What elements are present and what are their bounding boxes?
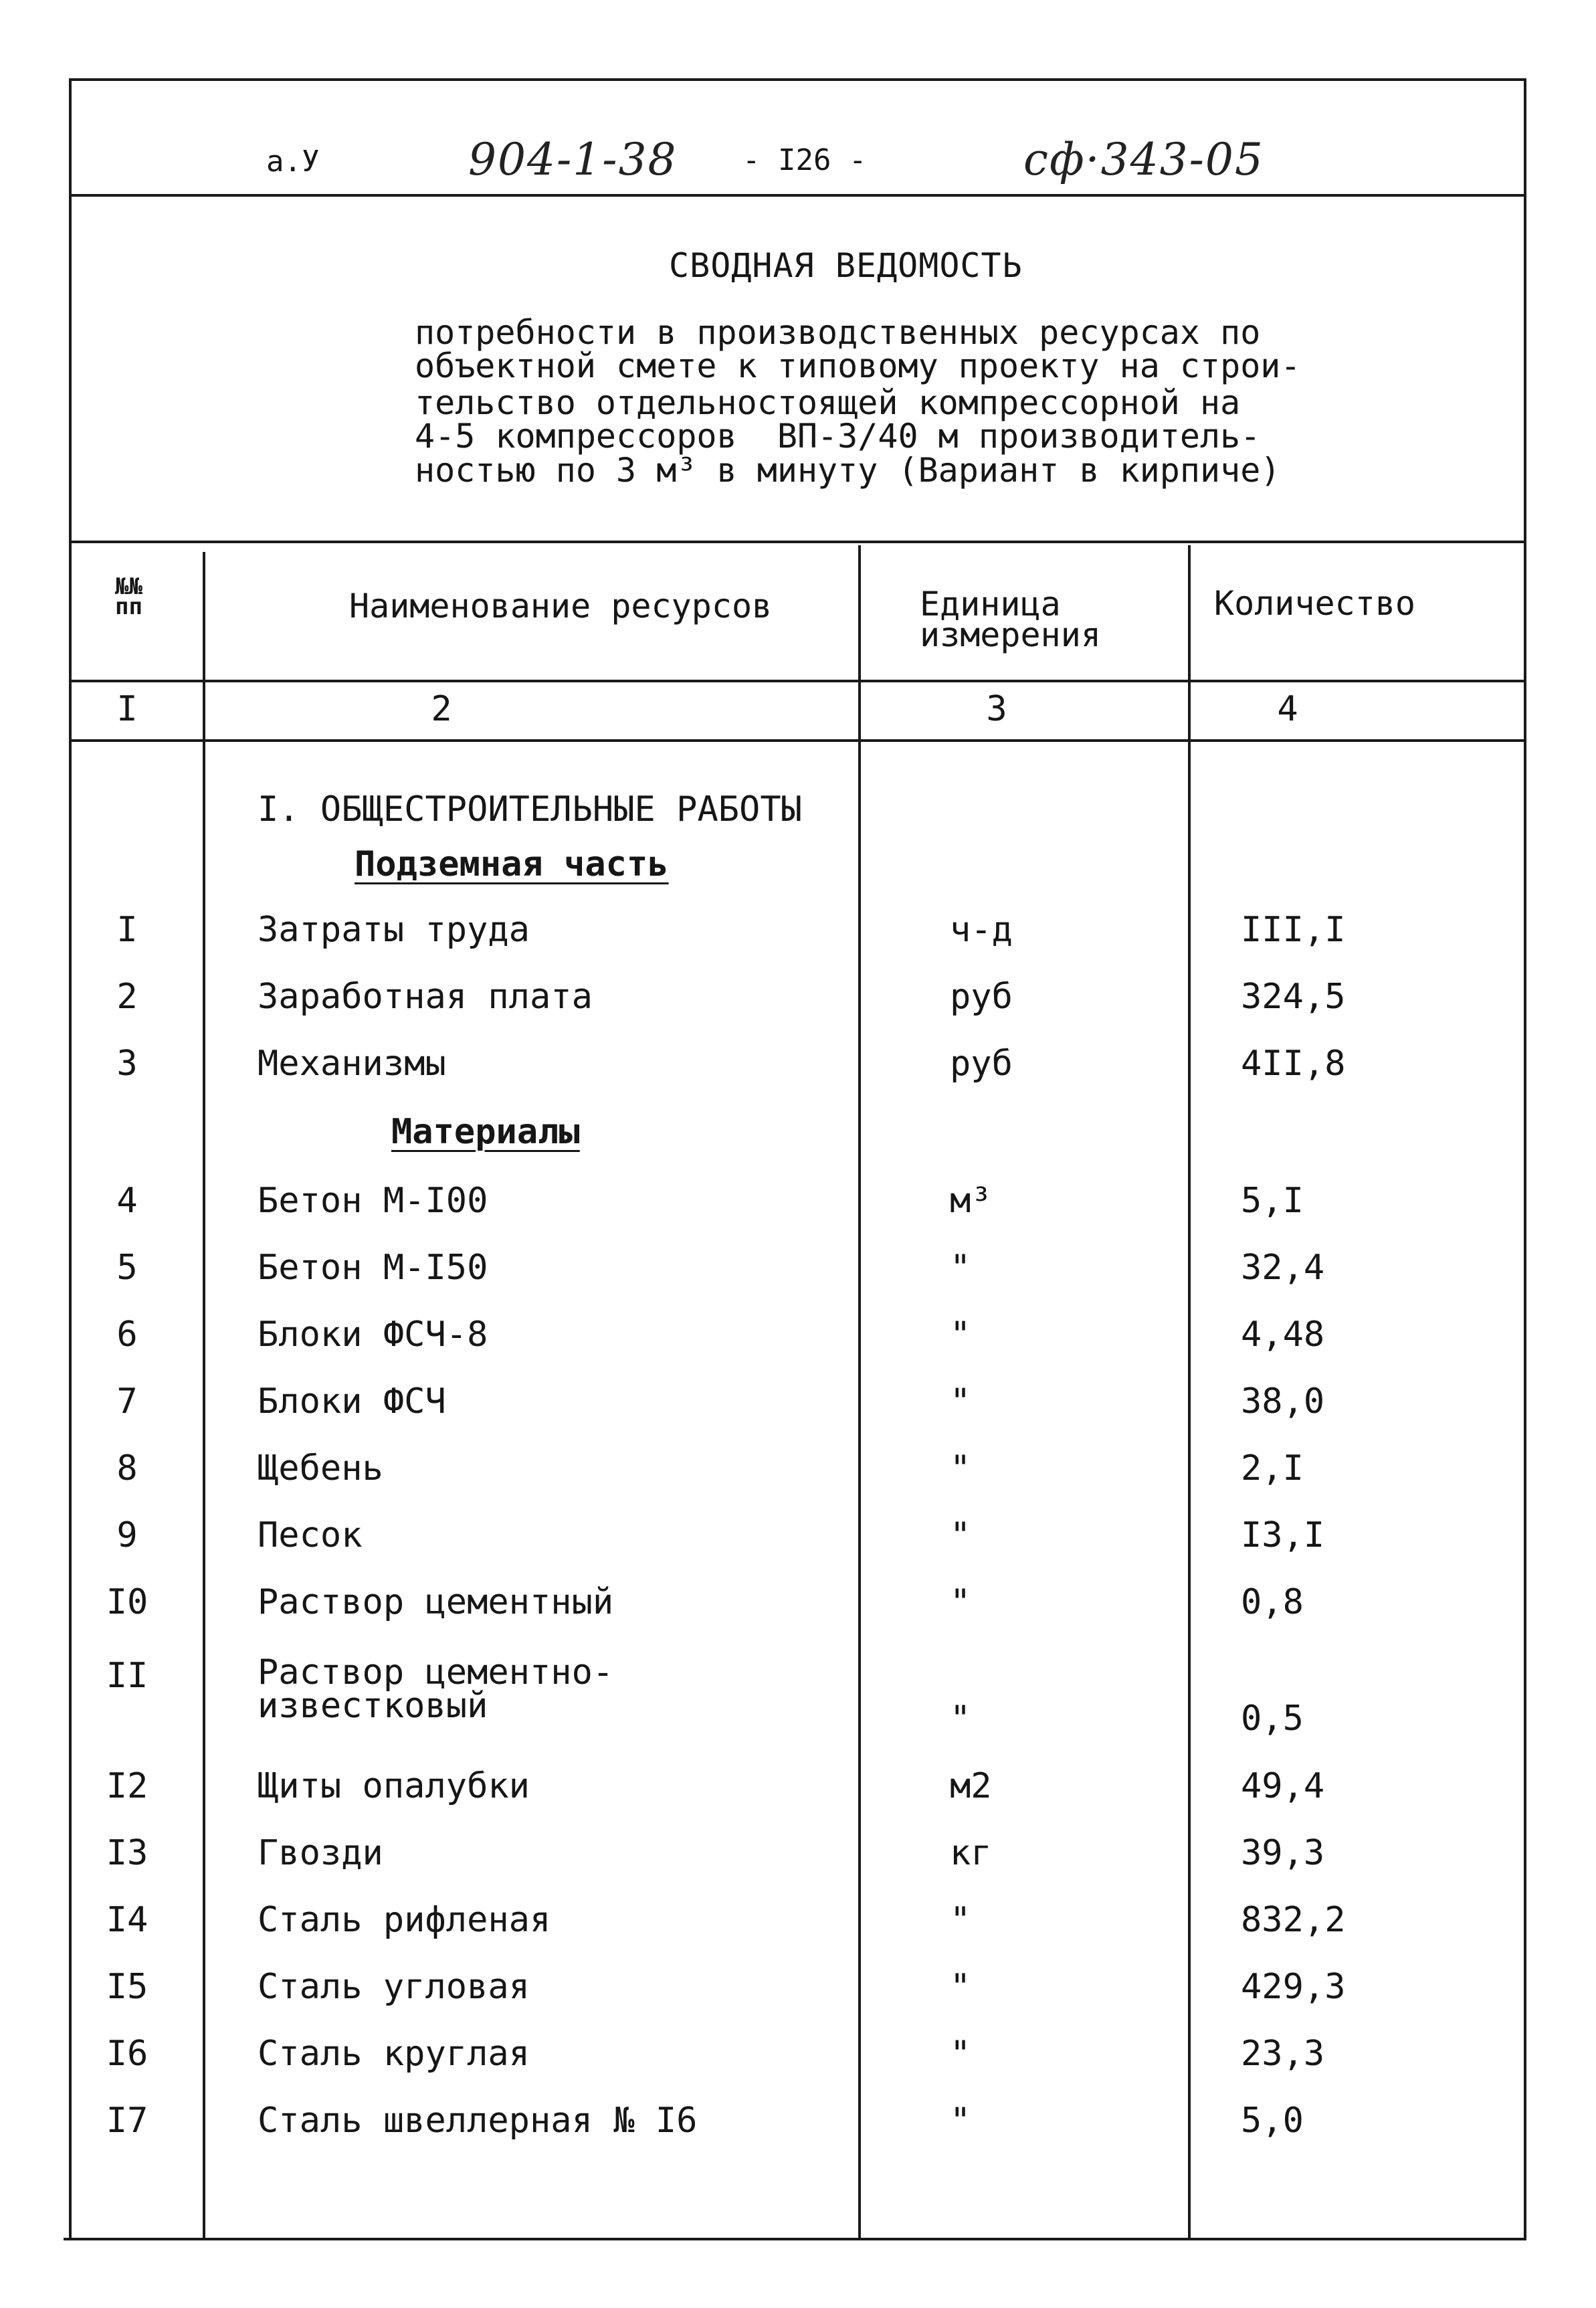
row-name: Сталь швеллерная № I6 [258, 2101, 698, 2141]
table-row [0, 1044, 1596, 1111]
table-row [0, 1582, 1596, 1649]
row-unit: " [950, 1900, 971, 1940]
row-number: I0 [106, 1582, 148, 1622]
table-row [0, 2101, 1596, 2168]
section-title: I. ОБЩЕСТРОИТЕЛЬНЫЕ РАБОТЫ [258, 789, 802, 830]
row-name: Бетон М-I00 [258, 1181, 488, 1221]
row-unit: " [950, 2101, 971, 2141]
row-name: Щиты опалубки [258, 1766, 530, 1806]
table-row [0, 1652, 1596, 1743]
subtitle-line-4: 4-5 компрессоров ВП-3/40 м производитель- [415, 417, 1261, 456]
row-name: Раствор цементно- известковый [258, 1652, 614, 1726]
row-unit: " [950, 1967, 971, 2007]
row-number: 2 [116, 977, 138, 1017]
row-number: 5 [116, 1248, 138, 1288]
table-row [0, 1315, 1596, 1381]
column-numbers-divider [70, 739, 1525, 742]
row-name: Сталь рифленая [258, 1900, 551, 1940]
row-name: Сталь угловая [258, 1967, 530, 2007]
row-number: II [106, 1656, 148, 1696]
header-row-divider [70, 680, 1525, 682]
row-qty: 324,5 [1241, 977, 1346, 1017]
row-unit: " [950, 1448, 971, 1488]
subtitle-line-5: ностью по 3 м³ в минуту (Вариант в кирпиче) [415, 451, 1281, 490]
row-unit: м2 [950, 1766, 992, 1806]
row-qty: 429,3 [1241, 1967, 1346, 2007]
row-unit: " [950, 1248, 971, 1288]
row-qty: III,I [1241, 910, 1346, 950]
row-name: Гвозди [258, 1833, 383, 1873]
row-qty: 23,3 [1241, 2034, 1325, 2074]
subsection-underground: Подземная часть [355, 844, 669, 884]
row-qty: 32,4 [1241, 1248, 1325, 1288]
header-name: Наименование ресурсов [349, 587, 773, 626]
row-name: Блоки ФСЧ [258, 1381, 446, 1422]
frame-top [70, 78, 1525, 81]
row-number: I4 [106, 1900, 148, 1940]
row-unit: кг [950, 1833, 992, 1873]
row-name: Блоки ФСЧ-8 [258, 1315, 488, 1355]
frame-bottom [64, 2238, 1526, 2240]
row-qty: 2,I [1241, 1448, 1304, 1488]
row-number: I7 [106, 2101, 148, 2141]
document-title: СВОДНАЯ ВЕДОМОСТЬ [669, 246, 1023, 285]
row-name: Бетон М-I50 [258, 1248, 488, 1288]
header-sheet-code: сф·343-05 [1023, 134, 1264, 185]
header-qty: Количество [1214, 584, 1416, 623]
row-number: I5 [106, 1967, 148, 2007]
colnum-2: 2 [431, 689, 452, 729]
row-unit: руб [950, 1044, 1013, 1084]
row-qty: I3,I [1241, 1515, 1325, 1555]
table-row [0, 1181, 1596, 1248]
row-qty: 39,3 [1241, 1833, 1325, 1873]
row-unit: руб [950, 977, 1013, 1017]
subtitle-line-2: объектной смете к типовому проекту на строи- [415, 347, 1301, 385]
row-qty: 0,8 [1241, 1582, 1304, 1622]
row-number: I [116, 910, 138, 950]
row-qty: 38,0 [1241, 1381, 1325, 1422]
row-qty: 832,2 [1241, 1900, 1346, 1940]
row-qty: 5,I [1241, 1181, 1304, 1221]
row-unit: м³ [950, 1181, 992, 1221]
table-row [0, 910, 1596, 977]
title-divider [70, 541, 1525, 543]
header-unit: Единица измерения [920, 585, 1101, 654]
row-number: 9 [116, 1515, 138, 1555]
subtitle-line-1: потребности в производственных ресурсах по [415, 313, 1261, 352]
row-unit: " [950, 1515, 971, 1555]
row-name: Песок [258, 1515, 363, 1555]
row-name: Сталь круглая [258, 2034, 530, 2074]
table-row [0, 977, 1596, 1044]
table-row [0, 1515, 1596, 1582]
row-number: I6 [106, 2034, 148, 2074]
row-unit: " [950, 1381, 971, 1422]
row-unit: " [950, 1699, 971, 1739]
row-unit: " [950, 2034, 971, 2074]
table-row [0, 1766, 1596, 1833]
row-unit: " [950, 1582, 971, 1622]
row-number: 8 [116, 1448, 138, 1488]
row-number: 3 [116, 1044, 138, 1084]
row-name: Щебень [258, 1448, 383, 1488]
row-qty: 49,4 [1241, 1766, 1325, 1806]
row-qty: 0,5 [1241, 1699, 1304, 1739]
table-row [0, 1833, 1596, 1900]
row-number: 4 [116, 1181, 138, 1221]
header-num: №№ пп [115, 573, 142, 620]
row-qty: 5,0 [1241, 2101, 1304, 2141]
row-number: I2 [106, 1766, 148, 1806]
table-row [0, 1381, 1596, 1448]
table-row [0, 1967, 1596, 2034]
colnum-4: 4 [1277, 689, 1298, 729]
table-row [0, 2034, 1596, 2101]
row-name: Затраты труда [258, 910, 530, 950]
table-row [0, 1248, 1596, 1315]
row-unit: " [950, 1315, 971, 1355]
row-name: Заработная плата [258, 977, 593, 1017]
header-code-left: а.У [266, 145, 320, 179]
colnum-3: 3 [986, 689, 1007, 729]
row-number: I3 [106, 1833, 148, 1873]
header-divider [70, 194, 1525, 197]
subsection-materials: Материалы [391, 1112, 580, 1152]
row-qty: 4II,8 [1241, 1044, 1346, 1084]
header-page-number: - I26 - [742, 143, 867, 177]
row-number: 7 [116, 1381, 138, 1422]
row-qty: 4,48 [1241, 1315, 1325, 1355]
row-name: Раствор цементный [258, 1582, 614, 1622]
row-name: Механизмы [258, 1044, 446, 1084]
table-row [0, 1900, 1596, 1967]
subtitle-line-3: тельство отдельностоящей компрессорной на [415, 383, 1241, 422]
header-project-number: 904-1-38 [468, 134, 678, 185]
row-unit: ч-д [950, 910, 1013, 950]
colnum-1: I [116, 689, 138, 729]
table-row [0, 1448, 1596, 1515]
row-number: 6 [116, 1315, 138, 1355]
